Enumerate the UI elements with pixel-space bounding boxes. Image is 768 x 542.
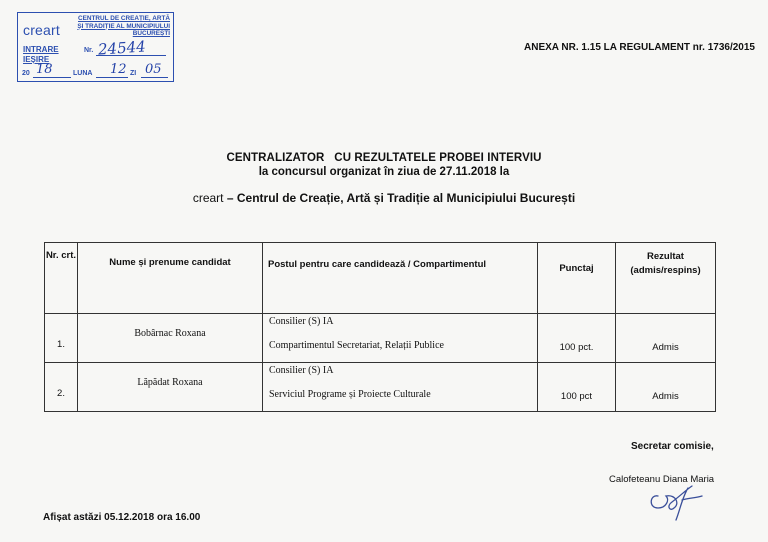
cell-punctaj — [538, 363, 616, 412]
cell-name — [78, 363, 263, 412]
signatory-name: Calofeteanu Diana Maria — [609, 474, 715, 485]
stamp-nr-label: Nr. — [84, 47, 94, 54]
stamp-month-line — [96, 77, 128, 78]
cell-post — [263, 363, 538, 412]
header-name: Nume și prenume candidat — [78, 243, 263, 314]
table-row — [45, 314, 716, 363]
cell-nr — [45, 314, 78, 363]
stamp-month-value: 12 — [110, 62, 127, 77]
row-nr: 1. — [57, 339, 65, 350]
post-title: Consilier (S) IA — [269, 316, 334, 327]
stamp-org-line: ȘI TRADIȚIE AL MUNICIPIULUI — [77, 22, 170, 30]
cell-nr — [45, 363, 78, 412]
header-punctaj: Punctaj — [538, 243, 616, 314]
post-title: Consilier (S) IA — [269, 365, 334, 376]
stamp-day-line — [141, 77, 168, 78]
stamp-intrare-label: INTRARE — [23, 45, 59, 54]
candidate-name: Lăpădat Roxana — [137, 377, 203, 388]
posting-date: Afișat astăzi 05.12.2018 ora 16.00 — [43, 512, 201, 523]
stamp-nr-value: 24544 — [97, 37, 147, 59]
stamp-organization — [74, 15, 170, 38]
result: Admis — [652, 391, 679, 402]
header-rezultat: Rezultat (admis/respins) — [616, 243, 716, 314]
cell-rezultat — [616, 314, 716, 363]
table-row — [45, 363, 716, 412]
stamp-org-line: CENTRUL DE CREAȚIE, ARTĂ — [78, 15, 170, 22]
results-table — [44, 242, 716, 412]
stamp-year-prefix: 20 — [22, 70, 30, 77]
stamp-zi-label: ZI — [130, 70, 137, 77]
institution-brand: creart — [192, 191, 224, 205]
score: 100 pct. — [559, 342, 594, 353]
result: Admis — [652, 342, 679, 353]
row-nr: 2. — [57, 388, 65, 399]
cell-name — [78, 314, 263, 363]
cell-post — [263, 314, 538, 363]
stamp-day-value: 05 — [145, 62, 162, 77]
stamp-iesire-label: IEȘIRE — [23, 55, 50, 64]
header-post: Postul pentru care candidează / Compartimentul — [263, 243, 538, 314]
stamp-luna-label: LUNA — [73, 70, 93, 77]
cell-rezultat — [616, 363, 716, 412]
score: 100 pct — [560, 391, 593, 402]
candidate-name: Bobârnac Roxana — [134, 328, 206, 339]
table-header-row — [45, 243, 716, 314]
stamp-org-line: BUCUREȘTI — [132, 30, 170, 37]
document-subtitle: la concursul organizat în ziua de 27.11.2018 la — [258, 166, 510, 178]
stamp-year-line — [33, 77, 71, 78]
cell-punctaj — [538, 314, 616, 363]
department: Compartimentul Secretariat, Relații Publice — [269, 340, 444, 351]
annex-reference: ANEXA NR. 1.15 LA REGULAMENT nr. 1736/2015 — [524, 42, 755, 53]
stamp-year-value: 18 — [36, 62, 53, 77]
signatory-role: Secretar comisie, — [631, 441, 714, 452]
document-title: CENTRALIZATOR CU REZULTATELE PROBEI INTERVIU — [226, 152, 542, 164]
stamp-logo: creart — [23, 22, 60, 38]
registration-stamp — [17, 12, 174, 82]
department: Serviciul Programe și Proiecte Culturale — [269, 389, 431, 400]
institution-name: – Centrul de Creație, Artă și Tradiție al Municipiului București — [223, 191, 576, 205]
handwritten-signature — [636, 474, 716, 524]
institution-line — [0, 191, 768, 205]
header-nr: Nr. crt. — [45, 243, 78, 314]
